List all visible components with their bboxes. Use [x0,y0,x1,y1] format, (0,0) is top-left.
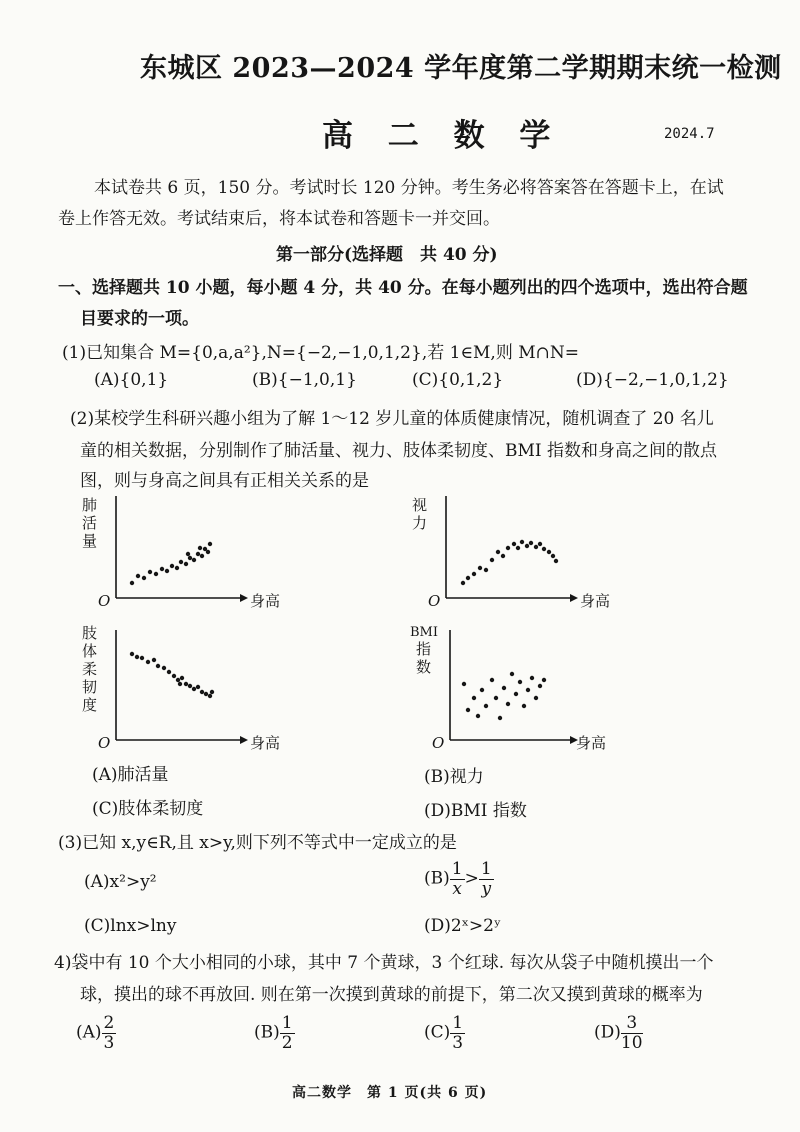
greater-than: > [464,868,479,889]
subject-title: 高 二 数 学 [322,118,563,154]
q1-option-b: (B){−1,0,1} [252,370,357,390]
page-footer: 高二数学 第 1 页(共 6 页) [292,1085,488,1101]
option-label: (C) [424,1022,451,1043]
scatter-points [130,542,212,585]
q2-option-b: (B)视力 [424,767,484,787]
numerator: 1 [480,859,492,879]
y-label-char: 数 [416,658,432,676]
q4-option-d [594,1014,643,1052]
denominator: 3 [452,1032,464,1053]
x-axis-label: 身高 [576,734,607,752]
q2-option-c: (C)肢体柔韧度 [92,799,204,819]
x-axis-label: 身高 [250,734,281,752]
part1-intro-line-2: 目要求的一项。 [80,309,199,329]
fraction [621,1014,643,1052]
origin-label: O [98,592,111,610]
exam-date: 2024.7 [664,126,715,142]
instructions-line-2: 卷上作答无效。考试结束后，将本试卷和答题卡一并交回。 [58,209,500,229]
y-label-char: 度 [82,696,98,714]
part1-heading: 第一部分(选择题 共 40 分) [276,245,498,265]
q3-option-d: (D)2ˣ>2ʸ [424,916,502,936]
instructions-line-1: 本试卷共 6 页，150 分。考试时长 120 分钟。考生务必将答案答在答题卡上，在试 [94,178,724,198]
y-label-char: 肺 [82,496,98,514]
scatter-points [461,540,558,585]
x-axis-arrow [570,594,578,602]
q3-option-a: (A)x²>y² [84,872,157,892]
q2-stem-line-3: 图，则与身高之间具有正相关关系的是 [80,471,369,491]
y-label-char: BMI [410,625,438,640]
denominator: y [481,878,492,899]
origin-label: O [432,734,445,752]
y-label-char: 量 [82,532,98,550]
q4-stem-line-2: 球，摸出的球不再放回. 则在第一次摸到黄球的前提下，第二次又摸到黄球的概率为 [80,985,703,1005]
q1-option-d: (D){−2,−1,0,1,2} [576,370,729,390]
option-label: (A) [76,1022,102,1043]
x-axis-arrow [240,594,248,602]
x-axis-label: 身高 [250,592,281,610]
option-label: (B) [424,868,450,889]
y-label-char: 力 [412,514,428,532]
option-label: (B) [254,1022,280,1043]
scatter-points [130,652,214,698]
exam-title: 东城区 2023—2024 学年度第二学期期末统一检测 [140,53,782,84]
y-label-char: 指 [416,640,432,658]
q4-option-a [76,1014,116,1052]
q2-option-d: (D)BMI 指数 [424,801,527,821]
q2-option-a: (A)肺活量 [92,765,169,785]
q3-option-b [424,860,494,898]
q3-stem: (3)已知 x,y∈R,且 x>y,则下列不等式中一定成立的是 [58,833,457,853]
y-label-char: 体 [82,642,98,660]
scatter-plot-flexibility [70,622,300,756]
q4-option-c [424,1014,465,1052]
fraction [102,1014,117,1052]
fraction [450,1014,465,1052]
scatter-plot-vision [410,486,640,620]
denominator: 10 [620,1032,643,1053]
numerator: 2 [103,1013,115,1033]
q3-option-c: (C)lnx>lny [84,916,177,936]
denominator: 2 [281,1032,293,1053]
numerator: 1 [281,1013,293,1033]
x-axis-label: 身高 [580,592,611,610]
y-label-char: 柔 [82,660,98,678]
q1-option-c: (C){0,1,2} [412,370,504,390]
part1-intro-line-1: 一、选择题共 10 小题，每小题 4 分，共 40 分。在每小题列出的四个选项中，选出符合题 [58,278,748,298]
fraction [280,1014,295,1052]
fraction [479,860,494,898]
q4-option-b [254,1014,295,1052]
q1-stem: (1)已知集合 M={0,a,a²},N={−2,−1,0,1,2},若 1∈M,则 M∩N= [62,343,580,363]
q2-stem-line-1: (2)某校学生科研兴趣小组为了解 1～12 岁儿童的体质健康情况，随机调查了 20 名儿 [70,409,714,429]
denominator: x [452,878,462,899]
numerator: 1 [452,1013,464,1033]
origin-label: O [428,592,441,610]
x-axis-arrow [240,736,248,744]
scatter-plot-lung-capacity [70,486,300,620]
denominator: 3 [103,1032,115,1053]
numerator: 1 [451,859,463,879]
y-label-char: 视 [412,496,428,514]
origin-label: O [98,734,111,752]
option-label: (D) [594,1022,621,1043]
y-label-char: 肢 [82,624,98,642]
q1-option-a: (A){0,1} [94,370,169,390]
scatter-plot-bmi [410,622,640,756]
q2-stem-line-2: 童的相关数据，分别制作了肺活量、视力、肢体柔韧度、BMI 指数和身高之间的散点 [80,441,718,461]
scatter-points [462,672,546,720]
numerator: 3 [621,1014,643,1034]
fraction [450,860,465,898]
y-label-char: 活 [82,514,98,532]
y-label-char: 韧 [82,678,98,696]
q4-stem-line-1: 4)袋中有 10 个大小相同的小球，其中 7 个黄球，3 个红球. 每次从袋子中随机摸出一个 [54,953,714,973]
